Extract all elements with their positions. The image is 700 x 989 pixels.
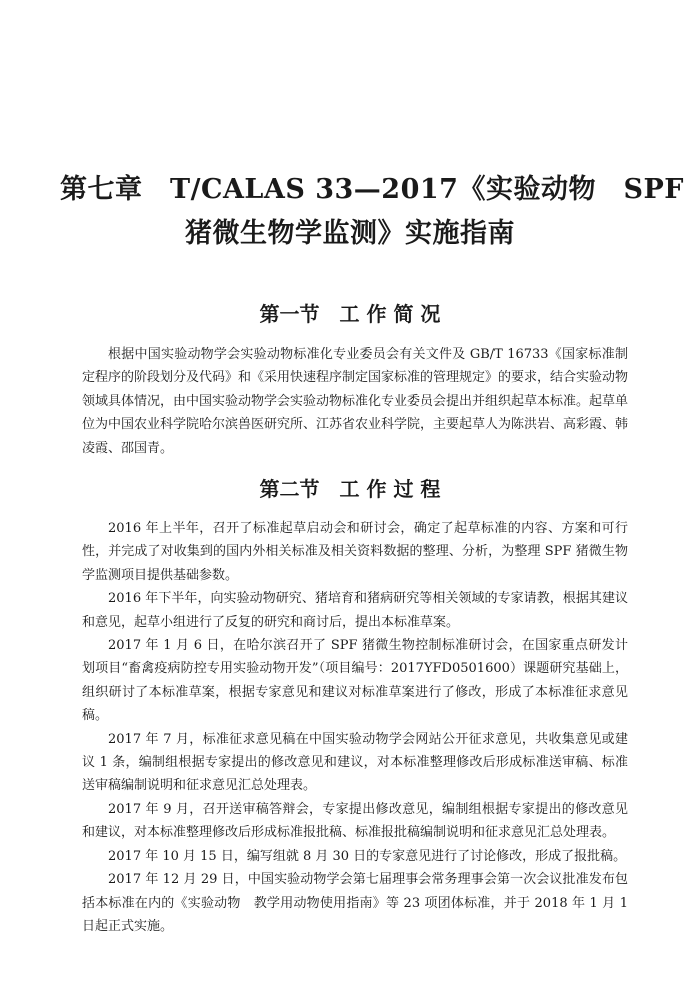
chapter-title-line-2: 猪微生物学监测》实施指南 — [185, 218, 515, 249]
section-2-title: 第二节 工 作 过 程 — [259, 477, 441, 501]
section-2-paragraph-7: 2017 年 12 月 29 日，中国实验动物学会第七届理事会常务理事会第一次会议批准发布包括本标准在内的《实验动物 教学用动物使用指南》等 23 项团体标准，并于 2018 年 1 月 1 日起正式实施。 — [82, 872, 628, 934]
section-1-title: 第一节 工 作 简 况 — [259, 302, 441, 326]
section-2-paragraph-6: 2017 年 10 月 15 日，编写组就 8 月 30 日的专家意见进行了讨论修改，形成了报批稿。 — [108, 848, 627, 864]
section-2-paragraph-5: 2017 年 9 月，召开送审稿答辩会，专家提出修改意见，编制组根据专家提出的修改意见和建议，对本标准整理修改后形成标准报批稿、标准报批稿编制说明和征求意见汇总处理表。 — [82, 801, 628, 841]
section-2-paragraph-1: 2016 年上半年，召开了标准起草启动会和研讨会，确定了起草标准的内容、方案和可行性，并完成了对收集到的国内外相关标准及相关资料数据的整理、分析，为整理 SPF 猪微生物学监测项目提供基础参数。 — [82, 521, 628, 583]
chapter-title — [60, 168, 684, 256]
section-2-paragraph-3: 2017 年 1 月 6 日，在哈尔滨召开了 SPF 猪微生物控制标准研讨会，在国家重点研发计划项目“畜禽疫病防控专用实验动物开发”（项目编号：2017YFD0501600）课题研究基础上，组织研讨了本标准草案，根据专家意见和建议对标准草案进行了修改，形成了本标准征求意见稿。 — [82, 638, 628, 724]
section-2-body — [82, 517, 628, 938]
chapter-title-line-1: 第七章 T/CALAS 33—2017《实验动物 SPF — [60, 174, 684, 205]
section-2-paragraph-4: 2017 年 7 月，标准征求意见稿在中国实验动物学会网站公开征求意见，共收集意见或建议 1 条，编制组根据专家提出的修改意见和建议，对本标准整理修改后形成标准送审稿、标准送审稿编制说明和征求意见汇总处理表。 — [82, 731, 628, 794]
section-1-body — [82, 343, 628, 460]
section-2-paragraph-2: 2016 年下半年，向实验动物研究、猪培育和猪病研究等相关领域的专家请教，根据其建议和意见，起草小组进行了反复的研究和商讨后，提出本标准草案。 — [82, 591, 628, 630]
section-1-paragraph: 根据中国实验动物学会实验动物标准化专业委员会有关文件及 GB/T 16733《国家标准制定程序的阶段划分及代码》和《采用快速程序制定国家标准的管理规定》的要求，结合实验动物领域具体情况，由中国实验动物学会实验动物标准化专业委员会提出并组织起草本标准。起草单位为中国农业科学院哈尔滨兽医研究所、江苏省农业科学院，主要起草人为陈洪岩、高彩霞、韩凌霞、邵国青。 — [82, 347, 629, 456]
